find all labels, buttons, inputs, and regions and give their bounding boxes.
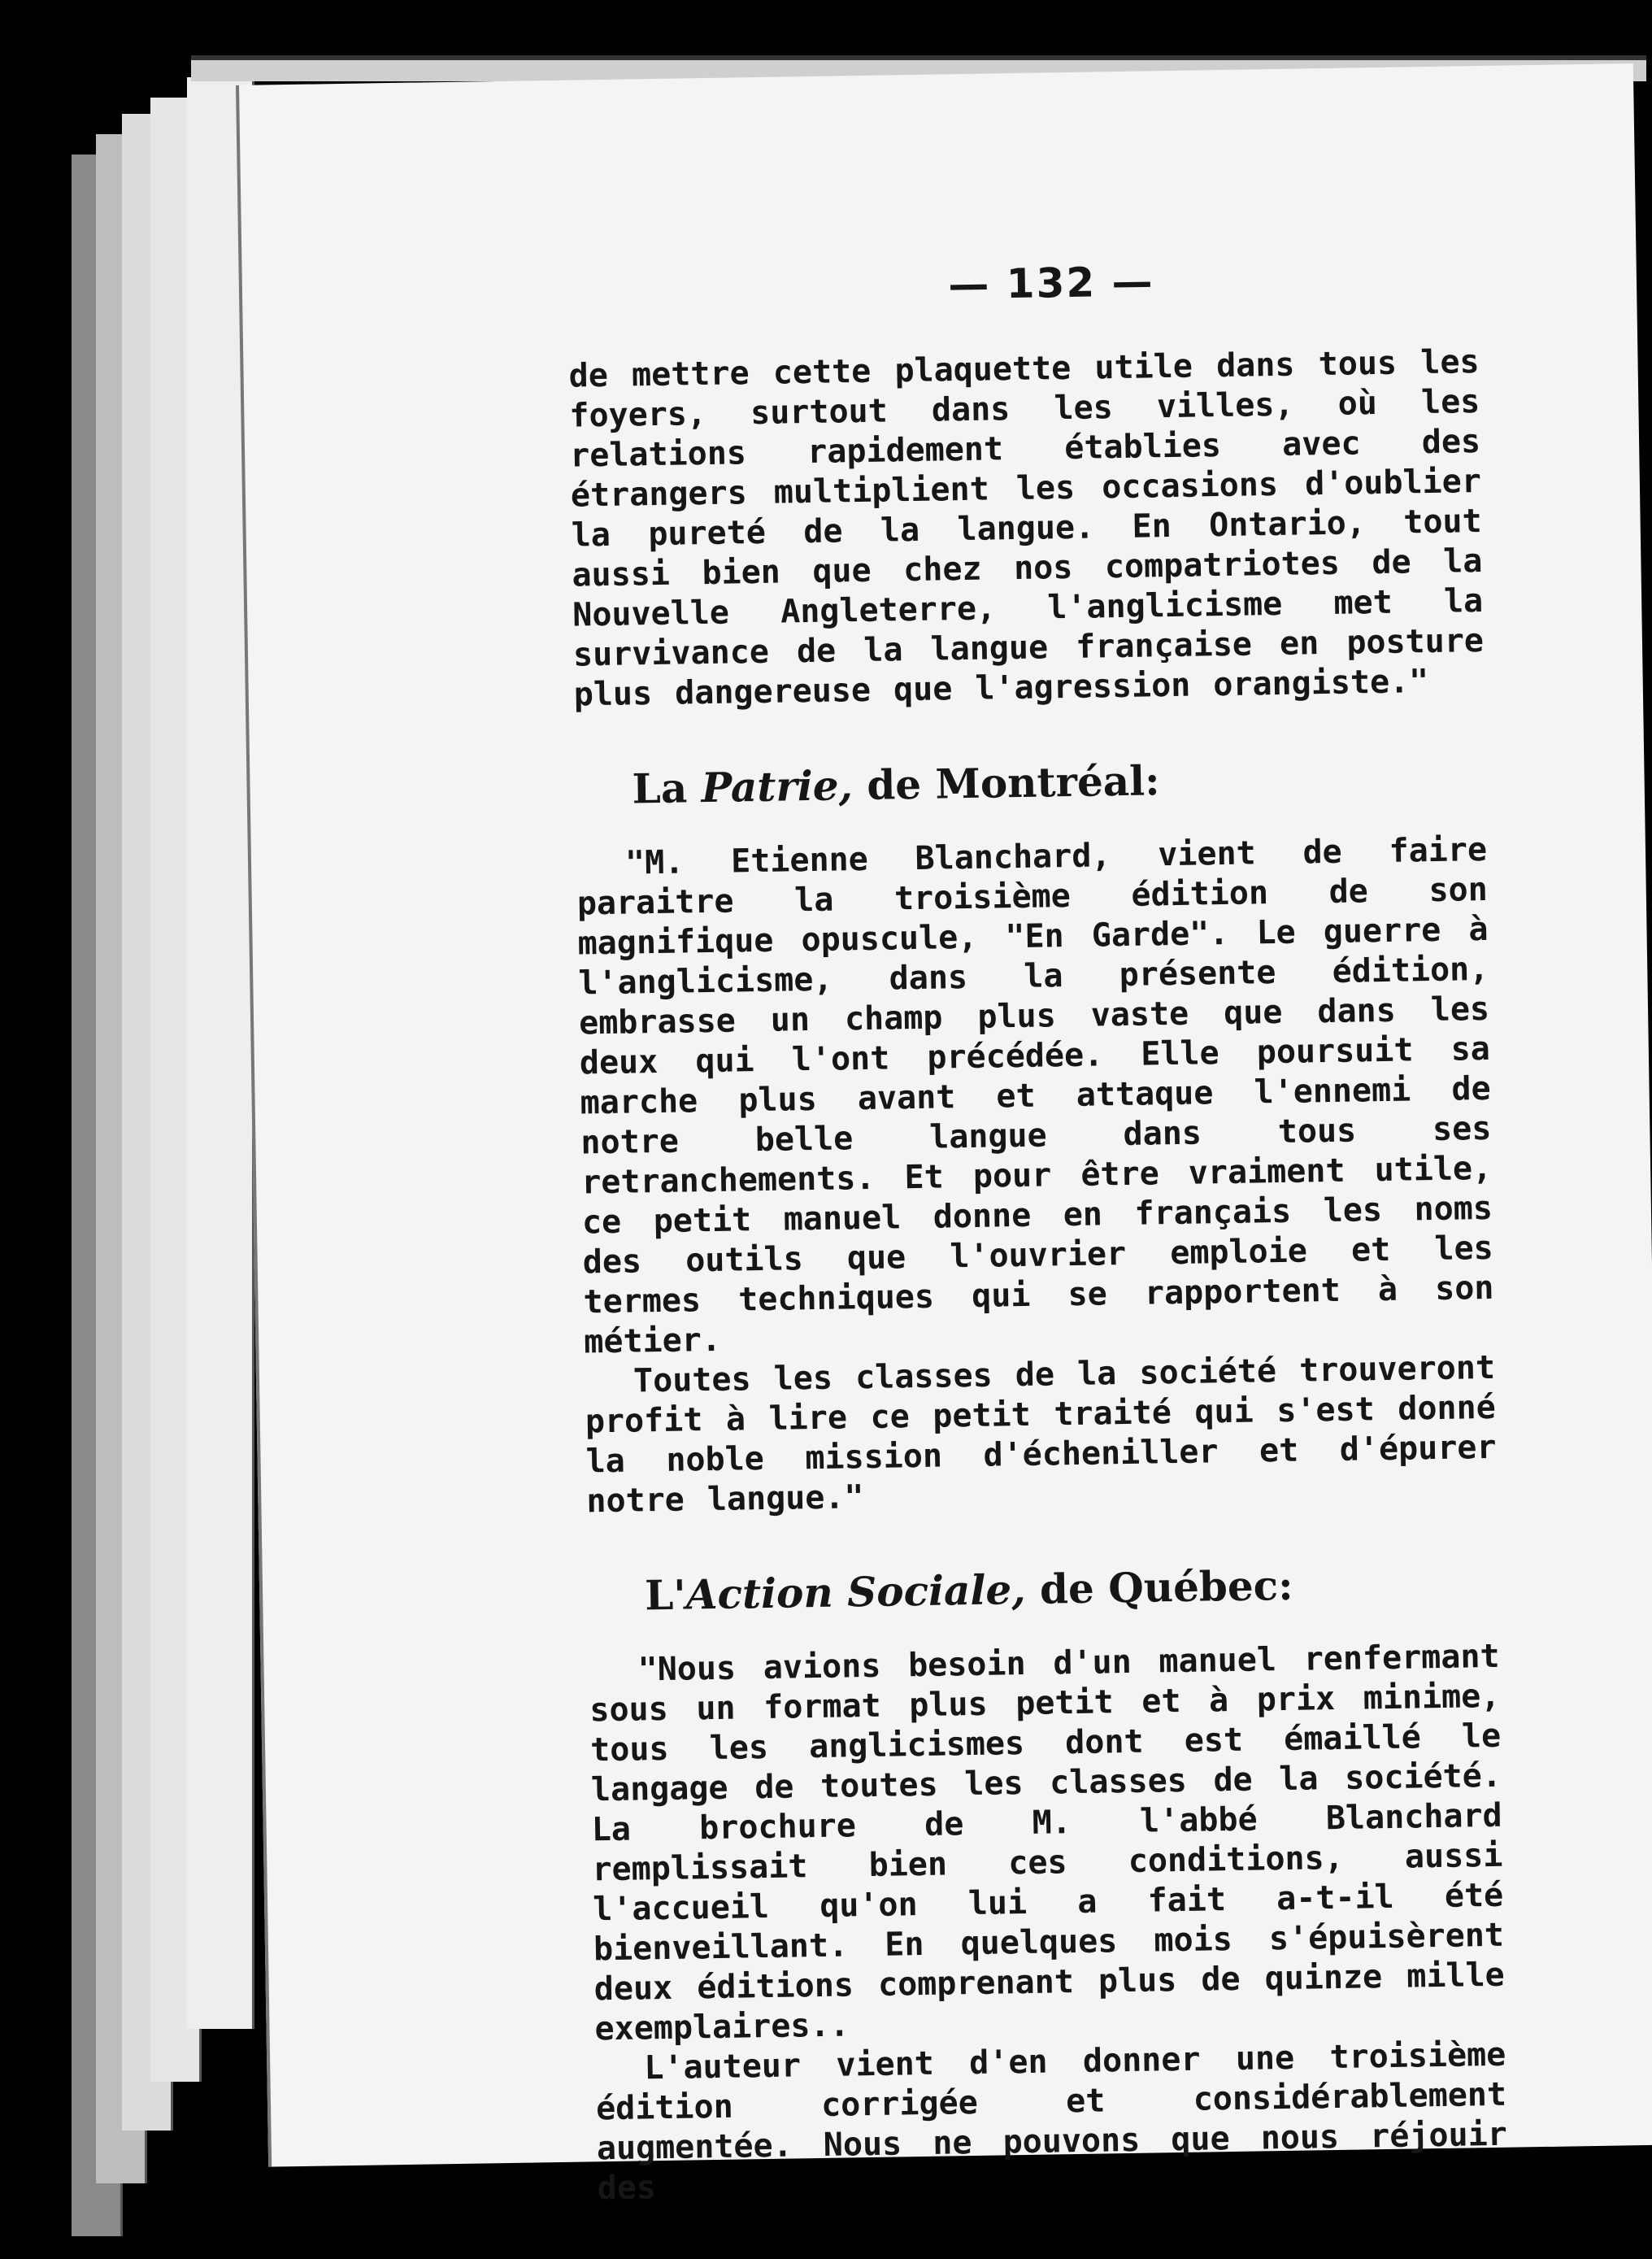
heading-suffix: de Québec: [1025, 1560, 1293, 1613]
heading-italic: Patrie, [701, 761, 854, 812]
heading-italic: Action Sociale, [685, 1565, 1027, 1619]
paragraph: "Nous avions besoin d'un manuel renfermant sous un format plus petit et à prix minime, tous les anglicismes dont est émaillé le langage de toutes les classes de la société. La brochure de M. l'abbé Blanchard remplissait bien ces conditions, aussi l'accueil qu'on lui a fait a-t-il été bienveillant. En quelques mois s'épuisèrent deux éditions comprenant plus de quinze mille exemplaires.. [589, 1637, 1506, 2048]
continuation-paragraph: de mettre cette plaquette utile dans tous les foyers, surtout dans les villes, où les relations rapidement établies avec des étrangers multiplient les occasions d'oublier la pureté de la langue. En Ontario, tout aussi bien que chez nos compatriotes de la Nouvelle Angleterre, l'anglicisme met la survivance de la langue française en posture plus dangereuse que l'agression orangiste." [568, 343, 1485, 714]
section-heading-patrie [632, 751, 1486, 812]
heading-prefix: L' [644, 1570, 687, 1620]
paragraph: L'auteur vient d'en donner une troisième édition corrigée et considérablement augmentée. Nous ne pouvons que nous réjouir des [595, 2035, 1508, 2208]
paragraph: Toutes les classes de la société trouveront profit à lire ce petit traité qui s'est donné la noble mission d'écheniller et d'épurer notre langue." [585, 1348, 1497, 1521]
heading-prefix: La [632, 764, 702, 813]
page-number: — 132 — [947, 258, 1154, 309]
book-page [236, 63, 1652, 2208]
paragraph: "M. Etienne Blanchard, vient de faire paraitre la troisième édition de son magnifique opuscule, "En Garde". Le guerre à l'anglicisme, dans la présente édition, embrasse un champ plus vaste que dans les deux qui l'ont précédée. Elle poursuit sa marche plus avant et attaque l'ennemi de notre belle langue dans tous ses retranchements. Et pour être vraiment utile, ce petit manuel donne en français les noms des outils que l'ouvrier emploie et les termes techniques qui se rapportent à son métier. [576, 830, 1494, 1361]
section-heading-action-sociale [645, 1558, 1499, 1619]
heading-suffix: de Montréal: [852, 756, 1161, 810]
page-content [567, 253, 1508, 2209]
